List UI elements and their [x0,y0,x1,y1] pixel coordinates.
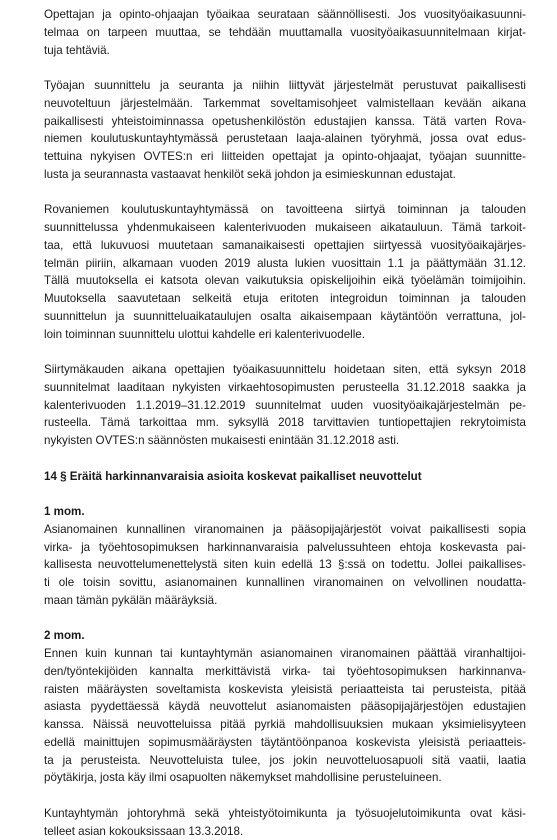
text-line: loin toiminnan suunnittelu ulottui kahdelle eri kalenterivuodelle. [44,326,526,344]
paragraph [44,201,526,343]
text-line: ta ja perusteista. Neuvotteluista tulee, jos jokin neuvotteluosapuoli sitä vaatii, laatia [44,752,526,770]
paragraph [44,6,526,59]
text-line: den/työntekijöiden kannalta merkittävistä virka- tai työehtosopimuksen harkinnanva- [44,663,526,681]
text-line: raisten määräysten soveltamista koskevista yleisistä periaatteista tai perusteista, pitää [44,681,526,699]
text-line: edellä mainittujen sopimusmääräysten täytäntöönpanoa koskevista yleisistä periaatteis- [44,734,526,752]
text-line: Kuntayhtymän johtoryhmä sekä yhteistyötoimikunta ja työsuojelutoimikunta ovat käsi- [44,805,526,823]
text-line: tuja tehtäviä. [44,42,526,60]
section-heading: 14 § Eräitä harkinnanvaraisia asioita koskevat paikalliset neuvottelut [44,468,526,486]
paragraph [44,805,526,840]
text-line: rusteella. Tämä tarkoittaa mm. syksyllä 2018 tarvittavien tuntiopettajien rekrytoimista [44,414,526,432]
document-page [44,6,526,840]
text-line: suunnitelmat laaditaan nykyisten virkaehtosopimusten perusteella 31.12.2018 saakka ja [44,379,526,397]
text-line: neuvoteltuun järjestelmään. Tarkemmat soveltamisohjeet valmistellaan kevään aikana [44,95,526,113]
text-line: Rovaniemen koulutuskuntayhtymässä on tavoitteena siirtyä toiminnan ja talouden [44,201,526,219]
text-line: pöytäkirja, josta käy ilmi osapuolten näkemykset mahdollisine perusteluineen. [44,769,526,787]
subsection-heading: 2 mom. [44,627,526,645]
text-line: Työajan suunnittelu ja seuranta ja niihin liittyvät järjestelmät perustuvat paikallisesti [44,77,526,95]
text-line: kallisesta neuvottelumenettelystä siten kuin edellä 13 §:ssä on todettu. Jollei paikallises- [44,556,526,574]
text-line: Asianomainen kunnallinen viranomainen ja pääsopijajärjestöt voivat paikallisesti sopia [44,521,526,539]
text-line: telleet asian kokouksissaan 13.3.2018. [44,823,526,840]
text-line: Tällä muutoksella ei katsota olevan vaikutuksia opiskelijoihin eikä työelämän toimijoihin. [44,272,526,290]
paragraph [44,77,526,184]
paragraph [44,521,526,610]
text-line: paikallisesti yhteistoiminnassa opetushenkilöstön edustajien kanssa. Tätä varten Rova- [44,113,526,131]
text-line: ti ole toisin sovittu, asianomainen kunnallinen viranomainen on velvollinen noudatta- [44,574,526,592]
text-line: telmän piiriin, alkamaan vuoden 2019 alusta lukien vuosittain 1.1 ja päättymään 31.12. [44,255,526,273]
text-line: kanssa. Näissä neuvotteluissa pitää pyrkiä mahdollisuuksien mukaan yksimielisyyteen [44,716,526,734]
text-line: niemen koulutuskuntayhtymässä perustetaan laaja-alainen työryhmä, jossa ovat edus- [44,130,526,148]
text-line: telmaa on tarpeen muuttaa, se tehdään muuttamalla vuosityöaikasuunnitelmaan kirjat- [44,24,526,42]
text-line: lusta ja seurannasta vastaavat henkilöt sekä johdon ja esimieskunnan edustajat. [44,166,526,184]
text-line: Muutoksella saavutetaan selkeitä etuja eritoten integroidun toiminnan ja talouden [44,290,526,308]
text-line: Ennen kuin kunnan tai kuntayhtymän asianomainen viranomainen päättää viranhaltijoi- [44,645,526,663]
text-line: maan tämän pykälän määräyksiä. [44,592,526,610]
text-line: asiasta pyydettäessä käydä neuvottelut asianomaisten pääsopijajärjestöjen edustajien [44,698,526,716]
text-line: nykyisten OVTES:n säännösten mukaisesti enintään 31.12.2018 asti. [44,432,526,450]
text-line: virka- ja työehtosopimuksen harkinnanvaraisia palvelussuhteen ehtoja koskevasta pai- [44,539,526,557]
text-line: kalenterivuoden 1.1.2019–31.12.2019 suunnitelmat uuden vuosityöaikajärjestelmän pe- [44,397,526,415]
paragraph [44,361,526,450]
text-line: tettuina nykyisen OVTES:n eri liitteiden opettajat ja opinto-ohjaajat, työajan suunnitte- [44,148,526,166]
text-line: suunnittelussa yhdenmukaiseen kalenterivuoden mukaiseen aikatauluun. Tämä tarkoit- [44,219,526,237]
subsection-heading: 1 mom. [44,503,526,521]
text-line: taa, että lukuvuosi muutetaan samanaikaisesti opettajien siirtyessä vuosityöaikajärjes- [44,237,526,255]
text-line: Opettajan ja opinto-ohjaajan työaikaa seurataan säännöllisesti. Jos vuosityöaikasuunni- [44,6,526,24]
text-line: suunnittelun ja suunnitteluaikataulujen osalta aikaisempaan käytäntöön verrattuna, jol- [44,308,526,326]
paragraph [44,645,526,787]
text-line: Siirtymäkauden aikana opettajien työaikasuunnittelu hoidetaan siten, että syksyn 2018 [44,361,526,379]
